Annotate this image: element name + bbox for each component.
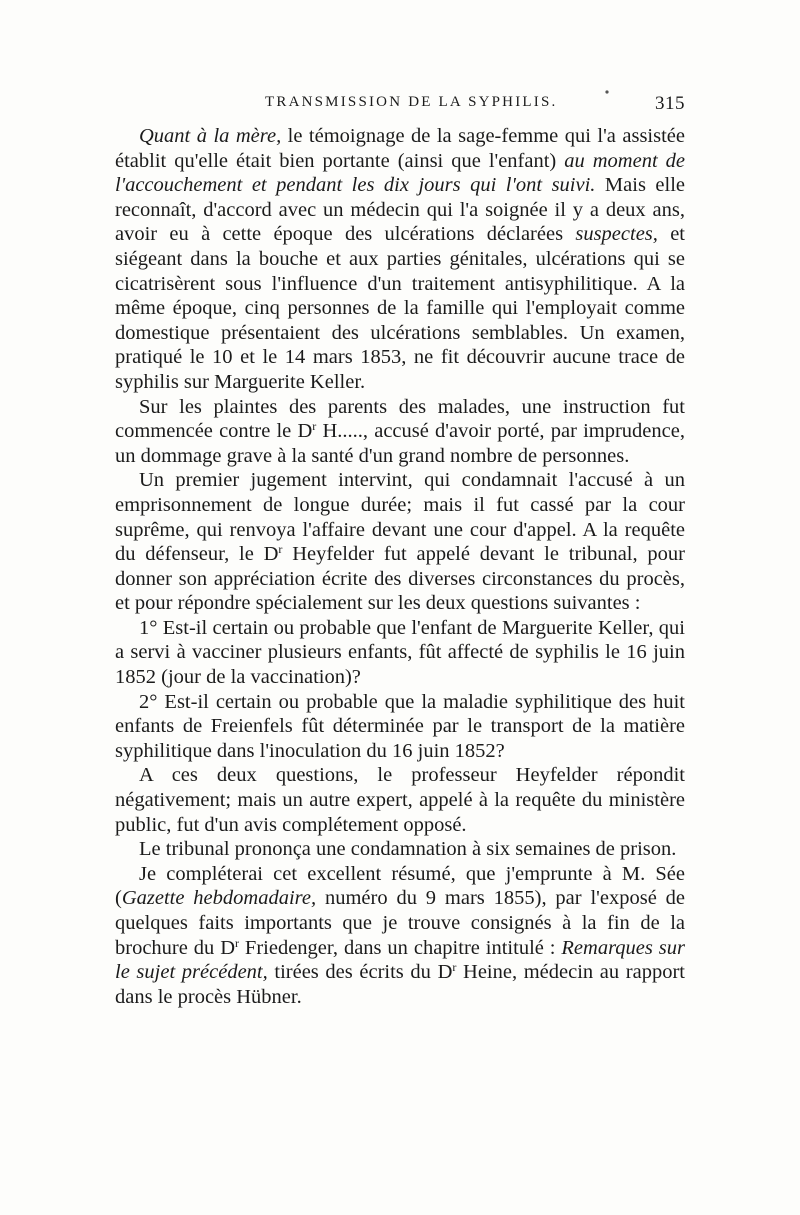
text-run: Sur les plaintes des parents des malades, une instruction fut commencée contre le D (115, 395, 685, 443)
text-run: et siégeant dans la bouche et aux parties génitales, ulcérations qui se cicatrisèrent sous l'influence d'un traitement antisyphilitique. A la même époque, cinq personnes de la famille qui l'employait comme domestique présentaient des ulcérations semblables. Un examen, pratiqué le 10 et le 14 mars 1853, ne fit découvrir aucune trace de syphilis sur Marguerite Keller. (115, 223, 685, 393)
running-title: TRANSMISSION DE LA SYPHILIS. (265, 94, 558, 110)
text-run: numéro du 9 mars 1855), par l'exposé de quelques faits importants que je trouve consignés à la fin de la brochure du D (115, 887, 685, 959)
running-head (115, 94, 685, 122)
paragraph-question-1: 1° Est-il certain ou probable que l'enfant de Marguerite Keller, qui a servi à vacciner plusieurs enfants, fût affecté de syphilis le 16 juin 1852 (jour de la vaccination)? (115, 616, 685, 689)
paragraph-sentence: Le tribunal prononça une condamnation à six semaines de prison. (139, 838, 677, 861)
italic-phrase: au moment de l'accouchement et pendant les dix jours qui l'ont suivi. (115, 149, 685, 197)
superscript: r (235, 935, 239, 950)
text-run: H....., accusé d'avoir porté, par imprudence, un dommage grave à la santé d'un grand nombre de personnes. (115, 420, 685, 467)
superscript: r (312, 419, 317, 434)
paragraph-completion (115, 862, 685, 1010)
text-run: Heyfelder fut appelé devant le tribunal, pour donner son appréciation écrite des diverses circonstances du procès, et pour répondre spécialement sur les deux questions suivantes : (115, 543, 685, 615)
italic-phrase: Quant à la mère, (139, 125, 282, 147)
text-run: tirées des écrits du D (267, 961, 453, 984)
paragraph-mother-testimony (115, 124, 685, 395)
text-run: Friedenger, dans un chapitre intitulé : (239, 936, 562, 959)
text-run: le témoignage de la sage-femme qui l'a assistée établit qu'elle était bien portante (ainsi que l'enfant) (115, 125, 685, 172)
paragraph-answers: A ces deux questions, le professeur Heyfelder répondit négativement; mais un autre expert, appelé à la requête du ministère public, fut d'un avis complétement opposé. (115, 764, 685, 836)
page-number: 315 (655, 93, 685, 114)
superscript: r (452, 960, 457, 975)
italic-phrase: Gazette hebdomadaire, (121, 887, 317, 910)
italic-phrase: Remarques sur le sujet précédent, (115, 936, 685, 984)
body-text (115, 124, 685, 1009)
text-run: Mais elle reconnaît, d'accord avec un médecin qui l'a soignée il y a deux ans, avoir eu à cette époque des ulcérations déclarées (115, 174, 686, 246)
text-run: Je compléterai cet excellent résumé, que j'emprunte à M. Sée ( (115, 862, 685, 910)
text-run: Un premier jugement intervint, qui condamnait l'accusé à un emprisonnement de longue durée; mais il fut cassé par la cour suprême, qui renvoya l'affaire devant une cour d'appel. A la requête du défenseur, le D (115, 469, 685, 566)
paragraph-complaints (115, 395, 685, 469)
italic-phrase: suspectes, (575, 223, 658, 246)
text-run: Heine, médecin au rapport dans le procès Hübner. (115, 961, 685, 1008)
paragraph-first-judgment (115, 468, 685, 616)
superscript: r (278, 542, 283, 557)
paragraph-question-2: 2° Est-il certain ou probable que la maladie syphilitique des huit enfants de Freienfels fût déterminée par le transport de la matière syphilitique dans l'inoculation du 16 juin 1852? (115, 690, 685, 762)
